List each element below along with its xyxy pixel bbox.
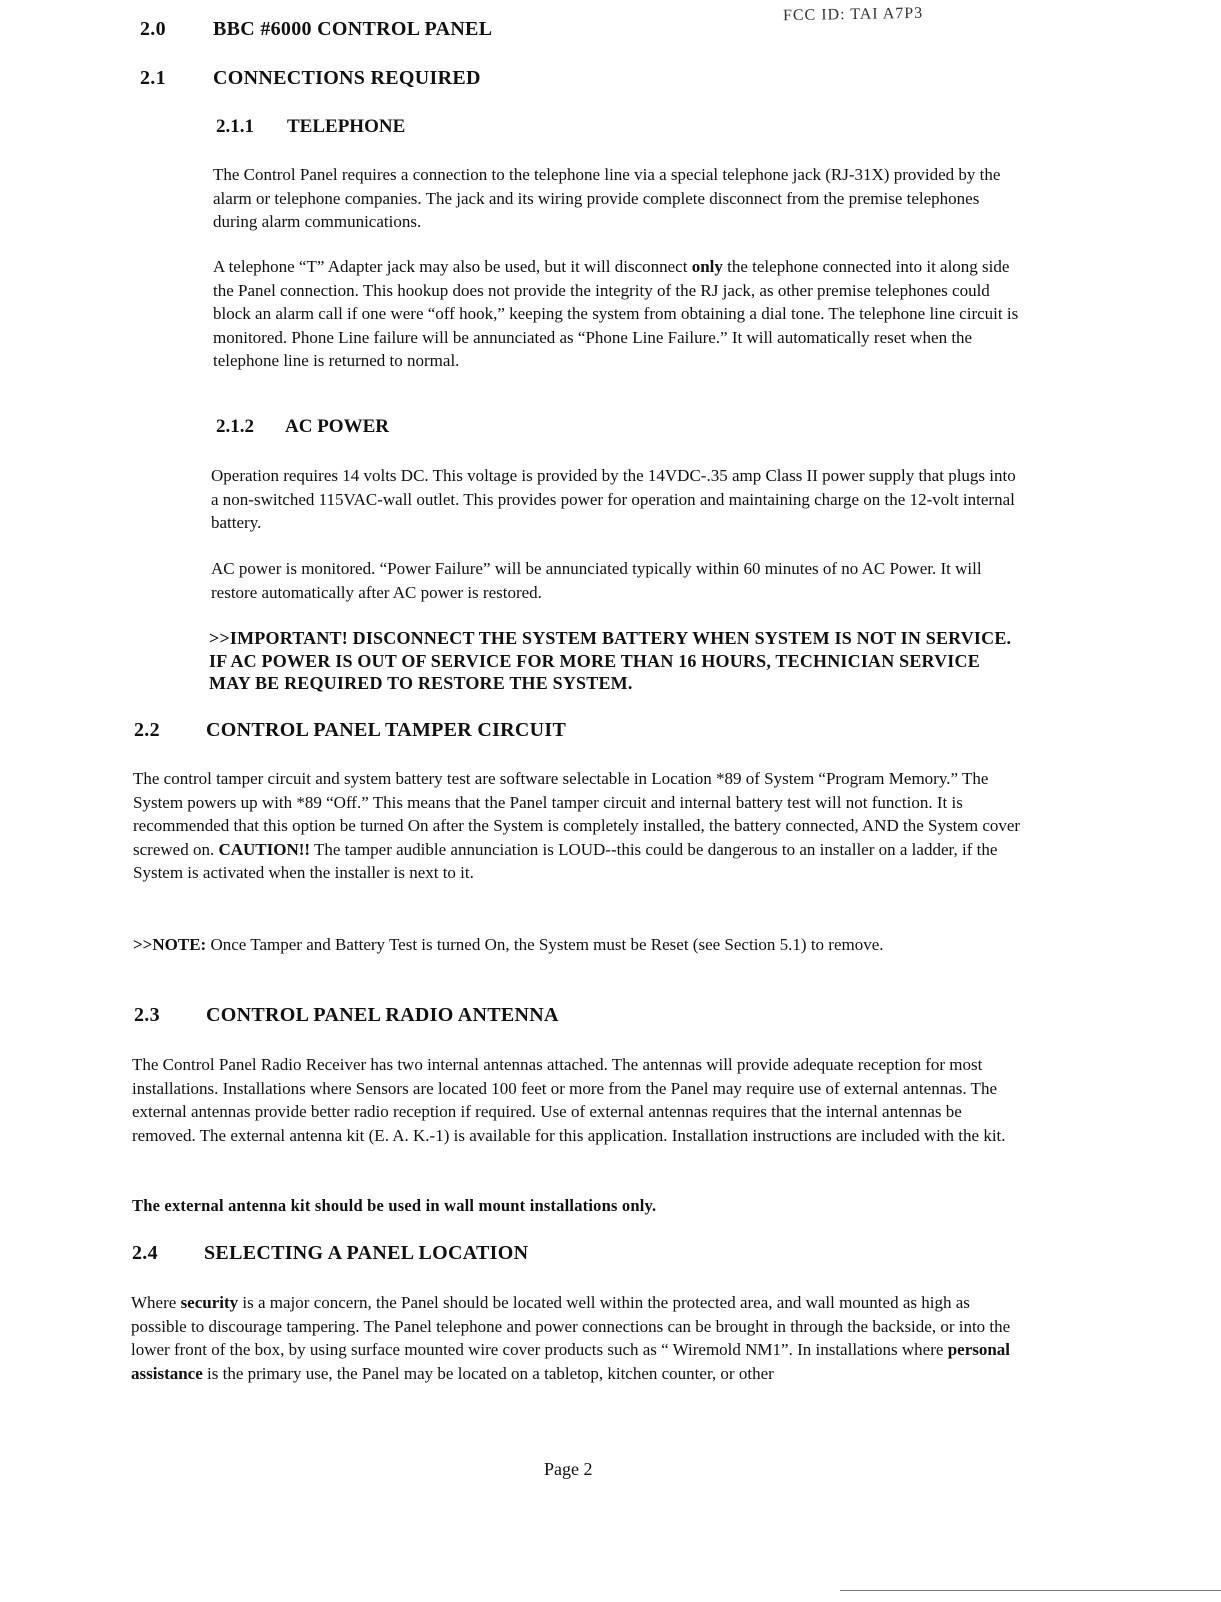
note-label: >>NOTE:: [133, 935, 207, 954]
scan-edge-rule: [840, 1590, 1221, 1591]
section-number: 2.1.1: [216, 116, 254, 137]
section-number: 2.0: [140, 18, 166, 40]
section-title: CONNECTIONS REQUIRED: [213, 67, 481, 89]
location-paragraph: [131, 1291, 1015, 1385]
text-run: A telephone “T” Adapter jack may also be used, but it will disconnect: [213, 257, 692, 276]
section-number: 2.2: [134, 719, 160, 741]
section-2-4-heading: [132, 1242, 528, 1265]
section-2-1-heading: [140, 67, 481, 90]
tamper-paragraph: [133, 767, 1023, 885]
section-2-2-heading: [134, 719, 566, 742]
section-title: CONTROL PANEL TAMPER CIRCUIT: [206, 719, 567, 741]
telephone-paragraph-1: The Control Panel requires a connection to the telephone line via a special telephone jack (RJ-31X) provided by the alarm or telephone companies. The jack and its wiring provide complete disconnect from the premise telephones during alarm communications.: [213, 165, 1001, 232]
section-title: BBC #6000 CONTROL PANEL: [213, 18, 493, 40]
text-run: The control tamper circuit and system battery test are software selectable in Location *89 of System “Program Memory.” The System powers up with *89 “Off.” This means that the Panel tamper circuit and internal battery test will not function. It is recommended that this option be turned On after the System is completely installed, the battery connected, AND the System cover screwed on.: [133, 769, 1021, 859]
section-number: 2.3: [134, 1004, 160, 1026]
section-2-1-1-heading: [216, 116, 405, 138]
emphasis-security: security: [180, 1293, 239, 1312]
antenna-note: The external antenna kit should be used in wall mount installations only.: [132, 1196, 657, 1215]
section-number: 2.4: [132, 1242, 158, 1264]
text-run: the telephone connected into it along side the Panel connection. This hookup does not provide the integrity of the RJ jack, as other premise telephones could block an alarm call if one were “off hook,” keeping the system from obtaining a dial tone. The telephone line circuit is monitored. Phone Line failure will be annunciated as “Phone Line Failure.” It will automatically reset when the telephone line is returned to normal.: [213, 257, 1019, 371]
section-number: 2.1.2: [216, 416, 254, 437]
tamper-note: [133, 933, 1023, 957]
important-warning: >>IMPORTANT! DISCONNECT THE SYSTEM BATTERY WHEN SYSTEM IS NOT IN SERVICE. IF AC POWER IS OUT OF SERVICE FOR MORE THAN 16 HOURS, TECHNICIAN SERVICE MAY BE REQUIRED TO RESTORE THE SYSTEM.: [209, 628, 1012, 693]
caution-label: CAUTION!!: [218, 839, 311, 859]
page-number: Page 2: [544, 1459, 593, 1479]
section-title: SELECTING A PANEL LOCATION: [204, 1242, 529, 1264]
ac-power-paragraph-2: AC power is monitored. “Power Failure” will be annunciated typically within 60 minutes of no AC Power. It will restore automatically after AC power is restored.: [211, 559, 982, 602]
ac-power-paragraph-1: Operation requires 14 volts DC. This voltage is provided by the 14VDC-.35 amp Class II power supply that plugs into a non-switched 115VAC-wall outlet. This provides power for operation and maintaining charge on the 12-volt internal battery.: [211, 466, 1016, 533]
text-run: is the primary use, the Panel may be located on a tabletop, kitchen counter, or other: [202, 1363, 774, 1383]
text-run: The tamper audible annunciation is LOUD--this could be dangerous to an installer on a ladder, if the System is activated when the installer is next to it.: [133, 839, 998, 883]
emphasis-only: only: [691, 257, 723, 276]
section-number: 2.1: [140, 67, 166, 89]
section-title: AC POWER: [285, 416, 389, 437]
emphasis-personal-assistance: personal assistance: [131, 1340, 1011, 1383]
section-2-3-heading: [134, 1004, 559, 1027]
text-run: Once Tamper and Battery Test is turned On, the System must be Reset (see Section 5.1) to remove.: [206, 935, 884, 954]
section-2-0-heading: [140, 18, 492, 41]
fcc-id: FCC ID: TAI A7P3: [782, 4, 924, 25]
section-title: TELEPHONE: [287, 116, 406, 137]
text-run: is a major concern, the Panel should be located well within the protected area, and wall mounted as high as possible to discourage tampering. The Panel telephone and power connections can be brought in through the backside, or into the lower front of the box, by using surface mounted wire cover products such as “ Wiremold NM1”. In installations where: [131, 1293, 1011, 1360]
text-run: Where: [131, 1293, 181, 1312]
antenna-paragraph: The Control Panel Radio Receiver has two internal antennas attached. The antennas will provide adequate reception for most installations. Installations where Sensors are located 100 feet or more from the Panel may require use of external antennas. The external antennas provide better radio reception if required. Use of external antennas requires that the internal antennas be removed. The external antenna kit (E. A. K.-1) is available for this application. Installation instructions are included with the kit.: [132, 1055, 1006, 1145]
section-title: CONTROL PANEL RADIO ANTENNA: [206, 1004, 559, 1026]
section-2-1-2-heading: [216, 416, 389, 438]
telephone-paragraph-2: [213, 255, 1021, 373]
